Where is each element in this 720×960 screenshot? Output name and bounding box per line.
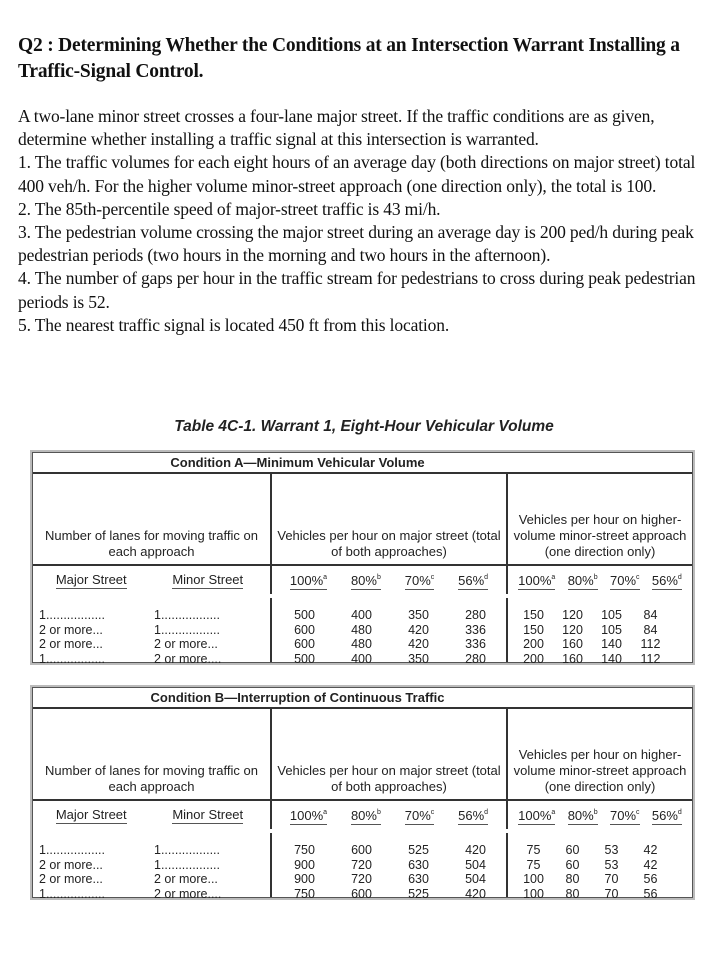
table-body: [33, 594, 692, 666]
major-vph-cell: 350: [408, 651, 429, 666]
major-vph-column: [447, 608, 504, 666]
minor-vph-cell: 100: [523, 872, 544, 886]
major-vph-column: [333, 843, 390, 901]
pct-header: 56%$^d$: [458, 570, 488, 590]
table-body: [33, 829, 692, 901]
major-vph-cell: 750: [294, 886, 315, 901]
minor-vph-cell: 120: [562, 608, 583, 622]
major-vph-column: [390, 608, 447, 666]
major-vph-cell: 525: [408, 843, 429, 857]
major-vph-cell: 420: [465, 843, 486, 857]
major-lanes-cell: 2 or more...: [39, 637, 103, 651]
major-vph-cell: 504: [465, 857, 486, 872]
major-vph-cell: 600: [294, 622, 315, 637]
minor-vph-header: Vehicles per hour on higher-volume minor-street approach (one direction only): [506, 709, 692, 799]
major-vph-column: [390, 843, 447, 901]
major-lanes-cell: 1.................: [39, 608, 105, 622]
condition-title: Condition B—Interruption of Continuous Traffic: [33, 688, 692, 709]
table-header-row: [33, 709, 692, 801]
minor-vph-cell: 112: [640, 651, 661, 666]
pct-header: 100%$^a$: [290, 805, 327, 825]
major-vph-cell: 280: [465, 608, 486, 622]
question-title: Q2 : Determining Whether the Conditions at an Intersection Warrant Installing a Traffic-Signal Control.: [18, 35, 680, 82]
pct-header: 80%$^b$: [351, 805, 381, 825]
minor-vph-cell: 200: [523, 637, 544, 651]
minor-vph-cell: 80: [565, 872, 580, 886]
major-vph-cell: 504: [465, 872, 486, 886]
table-caption: Table 4C-1. Warrant 1, Eight-Hour Vehicular Volume: [174, 418, 554, 435]
minor-street-header: Minor Street: [172, 806, 244, 822]
condition-item-1: 1. The traffic volumes for each eight hours of an average day (both directions on major street) total 400 veh/h. For the higher volume minor-street approach (one direction only), the total is 100.: [18, 152, 696, 196]
minor-vph-cell: 60: [565, 857, 580, 872]
minor-vph-column: [592, 843, 631, 901]
major-vph-cell: 630: [408, 857, 429, 872]
major-vph-cell: 336: [465, 637, 486, 651]
major-vph-cell: 400: [351, 651, 372, 666]
minor-vph-cell: 56: [643, 872, 658, 886]
major-vph-cell: 525: [408, 886, 429, 901]
pct-header: 80%$^b$: [351, 570, 381, 590]
major-vph-cell: 400: [351, 608, 372, 622]
minor-vph-column: [553, 608, 592, 666]
major-vph-cell: 720: [351, 872, 372, 886]
table-subheader-row: [33, 801, 692, 829]
minor-lanes-cell: 2 or more....: [154, 886, 222, 901]
minor-vph-cell: 84: [643, 622, 658, 637]
major-street-header: Major Street: [55, 571, 127, 587]
major-vph-header: Vehicles per hour on major street (total of both approaches): [270, 474, 506, 564]
minor-lanes-cell: 2 or more...: [154, 872, 218, 886]
minor-lanes-column: [154, 608, 269, 666]
major-vph-column: [333, 608, 390, 666]
minor-vph-cell: 160: [562, 637, 583, 651]
major-vph-cell: 336: [465, 622, 486, 637]
minor-vph-cell: 70: [604, 872, 619, 886]
minor-vph-column: [553, 843, 592, 901]
major-vph-column: [276, 843, 333, 901]
major-vph-cell: 600: [351, 843, 372, 857]
pct-header: 100%$^a$: [290, 570, 327, 590]
minor-vph-cell: 100: [523, 886, 544, 901]
condition-b-table: [32, 687, 693, 901]
pct-header: 100%$^a$: [518, 805, 555, 825]
major-vph-column: [276, 608, 333, 666]
major-lanes-cell: 1.................: [39, 886, 105, 901]
minor-lanes-cell: 1.................: [154, 857, 220, 872]
minor-vph-cell: 42: [643, 857, 658, 872]
pct-header: 56%$^d$: [652, 570, 682, 590]
minor-lanes-cell: 1.................: [154, 608, 220, 622]
major-vph-cell: 720: [351, 857, 372, 872]
minor-lanes-cell: 2 or more....: [154, 651, 222, 666]
minor-vph-cell: 140: [601, 651, 622, 666]
major-vph-cell: 750: [294, 843, 315, 857]
minor-vph-column: [514, 608, 553, 666]
condition-a-table: [32, 452, 693, 666]
minor-vph-cell: 75: [526, 843, 541, 857]
condition-item-2: 2. The 85th-percentile speed of major-street traffic is 43 mi/h.: [18, 198, 441, 219]
major-lanes-column: [39, 608, 154, 666]
minor-lanes-column: [154, 843, 269, 901]
major-vph-cell: 420: [465, 886, 486, 901]
minor-vph-cell: 150: [523, 622, 544, 637]
major-lanes-cell: 1.................: [39, 651, 105, 666]
table-header-row: [33, 474, 692, 566]
minor-vph-header: Vehicles per hour on higher-volume minor-street approach (one direction only): [506, 474, 692, 564]
minor-vph-cell: 42: [643, 843, 658, 857]
major-vph-cell: 280: [465, 651, 486, 666]
major-lanes-cell: 1.................: [39, 843, 105, 857]
major-vph-cell: 500: [294, 651, 315, 666]
condition-item-5: 5. The nearest traffic signal is located 450 ft from this location.: [18, 314, 450, 335]
pct-header: 100%$^a$: [518, 570, 555, 590]
minor-lanes-cell: 2 or more...: [154, 637, 218, 651]
pct-header: 70%$^c$: [405, 805, 435, 825]
intro-paragraph: A two-lane minor street crosses a four-lane major street. If the traffic conditions are as given, determine whether installing a traffic signal at this intersection is warranted.: [18, 106, 655, 150]
minor-vph-cell: 56: [643, 886, 658, 901]
pct-header: 80%$^b$: [568, 570, 598, 590]
major-vph-cell: 420: [408, 637, 429, 651]
minor-street-header: Minor Street: [172, 571, 244, 587]
minor-vph-cell: 60: [565, 843, 580, 857]
minor-vph-cell: 53: [604, 843, 619, 857]
major-lanes-cell: 2 or more...: [39, 622, 103, 637]
pct-header: 70%$^c$: [405, 570, 435, 590]
minor-vph-cell: 75: [526, 857, 541, 872]
lanes-header: Number of lanes for moving traffic on each approach: [45, 763, 258, 794]
major-vph-cell: 480: [351, 622, 372, 637]
pct-header: 70%$^c$: [610, 570, 640, 590]
table-subheader-row: [33, 566, 692, 594]
condition-item-3: 3. The pedestrian volume crossing the major street during an average day is 200 ped/h during peak pedestrian periods (two hours in the morning and two hours in the afternoon).: [18, 222, 694, 266]
question-body: [18, 105, 708, 337]
major-vph-cell: 900: [294, 872, 315, 886]
minor-vph-cell: 200: [523, 651, 544, 666]
condition-title: Condition A—Minimum Vehicular Volume: [33, 453, 692, 474]
minor-vph-cell: 70: [604, 886, 619, 901]
major-vph-cell: 500: [294, 608, 315, 622]
pct-header: 56%$^d$: [458, 805, 488, 825]
major-vph-cell: 600: [294, 637, 315, 651]
major-vph-cell: 350: [408, 608, 429, 622]
lanes-header: Number of lanes for moving traffic on each approach: [45, 528, 258, 559]
major-vph-cell: 600: [351, 886, 372, 901]
major-vph-column: [447, 843, 504, 901]
minor-vph-cell: 112: [640, 637, 661, 651]
pct-header: 70%$^c$: [610, 805, 640, 825]
major-lanes-column: [39, 843, 154, 901]
major-lanes-cell: 2 or more...: [39, 872, 103, 886]
major-vph-cell: 480: [351, 637, 372, 651]
minor-vph-cell: 120: [562, 622, 583, 637]
pct-header: 56%$^d$: [652, 805, 682, 825]
minor-vph-cell: 140: [601, 637, 622, 651]
minor-vph-column: [592, 608, 631, 666]
minor-vph-cell: 80: [565, 886, 580, 901]
minor-vph-cell: 160: [562, 651, 583, 666]
minor-vph-cell: 84: [643, 608, 658, 622]
pct-header: 80%$^b$: [568, 805, 598, 825]
major-lanes-cell: 2 or more...: [39, 857, 103, 872]
minor-vph-column: [631, 608, 670, 666]
minor-vph-column: [514, 843, 553, 901]
minor-lanes-cell: 1.................: [154, 622, 220, 637]
minor-vph-column: [631, 843, 670, 901]
condition-item-4: 4. The number of gaps per hour in the traffic stream for pedestrians to cross during peak pedestrian periods is 52.: [18, 268, 696, 312]
minor-vph-cell: 150: [523, 608, 544, 622]
minor-vph-cell: 105: [601, 608, 622, 622]
minor-vph-cell: 53: [604, 857, 619, 872]
minor-lanes-cell: 1.................: [154, 843, 220, 857]
major-vph-header: Vehicles per hour on major street (total of both approaches): [270, 709, 506, 799]
major-vph-cell: 900: [294, 857, 315, 872]
major-vph-cell: 630: [408, 872, 429, 886]
major-street-header: Major Street: [55, 806, 127, 822]
minor-vph-cell: 105: [601, 622, 622, 637]
major-vph-cell: 420: [408, 622, 429, 637]
